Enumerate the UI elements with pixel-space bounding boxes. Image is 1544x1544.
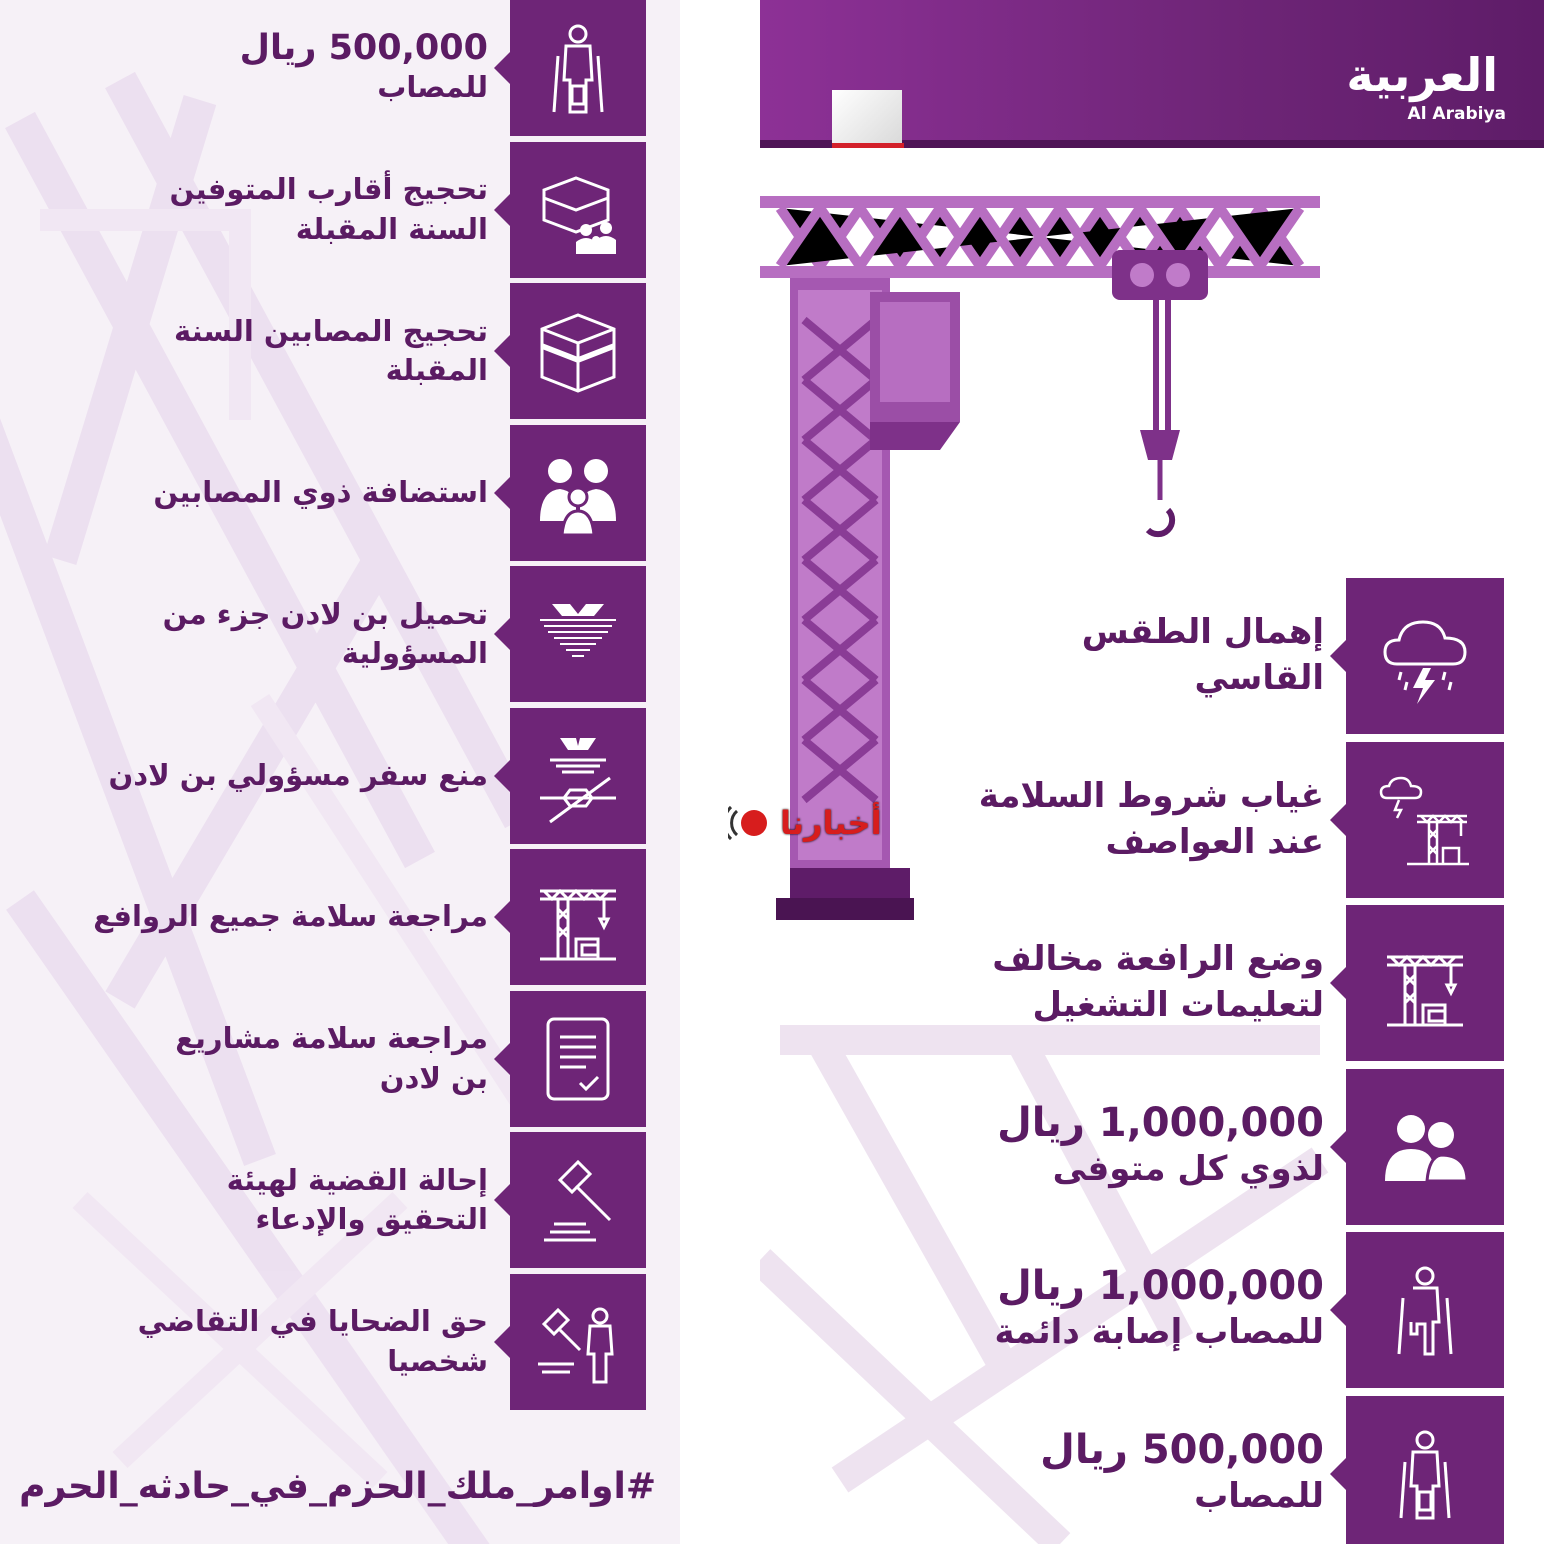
info-line-2: بن لادن — [379, 1060, 488, 1095]
checklist-document-icon-box — [510, 991, 646, 1127]
info-text — [18, 473, 488, 512]
info-text — [18, 312, 488, 390]
two-people-icon-box — [1346, 1069, 1504, 1225]
pointer-notch — [494, 194, 510, 226]
pointer-notch — [494, 1184, 510, 1216]
info-text — [804, 1264, 1324, 1356]
info-line-1: حق الضحايا في التقاضي — [137, 1304, 488, 1339]
pointer-notch — [494, 335, 510, 367]
pointer-notch — [494, 760, 510, 792]
info-line-2: المسؤولية — [341, 636, 488, 670]
info-row — [760, 1232, 1544, 1388]
family-icon — [530, 445, 626, 541]
kaaba-icon — [530, 303, 626, 399]
info-line-2: القاسي — [1194, 658, 1324, 698]
storm-cloud-icon — [1377, 608, 1473, 704]
info-line-2: للمصاب — [377, 70, 488, 104]
alarabiya-logo-arabic: العربية — [1346, 48, 1498, 102]
info-line-2: للمصاب — [1194, 1475, 1324, 1516]
info-text — [18, 170, 488, 248]
pointer-notch — [494, 618, 510, 650]
info-row — [0, 1132, 680, 1268]
crane-icon — [1377, 935, 1473, 1031]
binladin-logo-icon-box — [510, 566, 646, 702]
info-text — [18, 1302, 488, 1380]
info-line-1: تحجيج المصابين السنة — [174, 313, 488, 348]
info-text — [804, 610, 1324, 702]
amputee-person-icon — [1377, 1262, 1473, 1358]
right-panel — [760, 0, 1544, 1544]
crane-icon-box — [510, 849, 646, 985]
pointer-notch — [494, 52, 510, 84]
alarabiya-logo-english: Al Arabiya — [1407, 104, 1506, 124]
info-text — [18, 897, 488, 936]
pointer-notch — [1330, 967, 1346, 999]
info-text — [804, 937, 1324, 1029]
info-text — [804, 1101, 1324, 1193]
kaaba-icon-box — [510, 283, 646, 419]
info-line-2: عند العواصف — [1105, 821, 1324, 862]
pointer-notch — [1330, 804, 1346, 836]
info-text — [804, 1428, 1324, 1520]
amputee-person-icon-box — [1346, 1232, 1504, 1388]
info-text — [18, 1019, 488, 1097]
checklist-document-icon — [530, 1011, 626, 1107]
left-panel — [0, 0, 680, 1544]
watermark-text: أخبارنا — [780, 804, 882, 842]
info-line-1: إهمال الطقس — [1081, 612, 1324, 653]
pointer-notch — [494, 1043, 510, 1075]
info-text — [18, 1161, 488, 1239]
pointer-notch — [1330, 1458, 1346, 1490]
travel-ban-plane-icon-box — [510, 708, 646, 844]
info-row — [0, 425, 680, 561]
injured-person-crutches-icon-box — [510, 0, 646, 136]
pointer-notch — [494, 1326, 510, 1358]
info-line-1: استضافة ذوي المصابين — [153, 474, 488, 509]
info-text — [18, 756, 488, 795]
pointer-notch — [494, 477, 510, 509]
injured-person-crutches-icon-box — [1346, 1396, 1504, 1544]
info-line-2: التحقيق والإدعاء — [255, 1202, 488, 1236]
travel-ban-plane-icon — [530, 728, 626, 824]
info-line-2: للمصاب إصابة دائمة — [994, 1312, 1324, 1352]
info-row — [0, 991, 680, 1127]
two-people-icon — [1377, 1099, 1473, 1195]
info-line-2: المقبلة — [385, 353, 488, 387]
saudi-flag-thumbnail — [832, 90, 902, 146]
info-row — [0, 142, 680, 278]
kaaba-family-icon-box — [510, 142, 646, 278]
info-line-1: 500,000 ريال — [1040, 1426, 1324, 1473]
info-row — [760, 905, 1544, 1061]
gavel-person-icon-box — [510, 1274, 646, 1410]
info-row — [760, 1396, 1544, 1544]
binladin-logo-icon — [530, 586, 626, 682]
info-row — [0, 283, 680, 419]
broadcast-icon — [728, 803, 774, 843]
pointer-notch — [1330, 640, 1346, 672]
info-row — [0, 0, 680, 136]
info-line-1: مراجعة سلامة جميع الروافع — [93, 899, 488, 934]
crane-icon-box — [1346, 905, 1504, 1061]
info-line-1: تحجيج أقارب المتوفين — [169, 172, 488, 207]
info-text — [18, 29, 488, 107]
info-row — [0, 708, 680, 844]
kaaba-family-icon — [530, 162, 626, 258]
info-line-1: 1,000,000 ريال — [997, 1263, 1324, 1310]
info-line-1: 500,000 ريال — [239, 27, 488, 68]
info-line-2: شخصيا — [387, 1343, 488, 1378]
info-text — [18, 595, 488, 673]
info-row — [0, 849, 680, 985]
pointer-notch — [494, 901, 510, 933]
info-line-1: تحميل بن لادن جزء من — [162, 596, 488, 631]
info-line-2: لتعليمات التشغيل — [1032, 985, 1324, 1025]
info-line-1: مراجعة سلامة مشاريع — [175, 1021, 488, 1056]
info-row — [0, 566, 680, 702]
storm-crane-icon-box — [1346, 742, 1504, 898]
pointer-notch — [1330, 1131, 1346, 1163]
gavel-icon — [530, 1152, 626, 1248]
gavel-person-icon — [530, 1294, 626, 1390]
injured-person-crutches-icon — [1377, 1426, 1473, 1522]
storm-cloud-icon-box — [1346, 578, 1504, 734]
info-row — [760, 1069, 1544, 1225]
pointer-notch — [1330, 1294, 1346, 1326]
info-line-1: إحالة القضية لهيئة — [226, 1162, 488, 1197]
hashtag[interactable]: #اوامر_ملك_الحزم_في_حادثه_الحرم — [19, 1466, 656, 1507]
crane-icon — [530, 869, 626, 965]
flag-underline — [832, 143, 904, 148]
family-icon-box — [510, 425, 646, 561]
gavel-icon-box — [510, 1132, 646, 1268]
info-line-2: لذوي كل متوفى — [1052, 1148, 1324, 1189]
info-row — [760, 578, 1544, 734]
akhbarna-watermark — [728, 800, 918, 846]
info-line-1: وضع الرافعة مخالف — [992, 939, 1324, 980]
info-line-2: السنة المقبلة — [295, 211, 488, 246]
storm-crane-icon — [1377, 772, 1473, 868]
injured-person-crutches-icon — [530, 20, 626, 116]
info-line-1: غياب شروط السلامة — [978, 775, 1324, 816]
info-line-1: 1,000,000 ريال — [997, 1099, 1324, 1146]
info-row — [0, 1274, 680, 1410]
info-line-1: منع سفر مسؤولي بن لادن — [108, 757, 488, 792]
